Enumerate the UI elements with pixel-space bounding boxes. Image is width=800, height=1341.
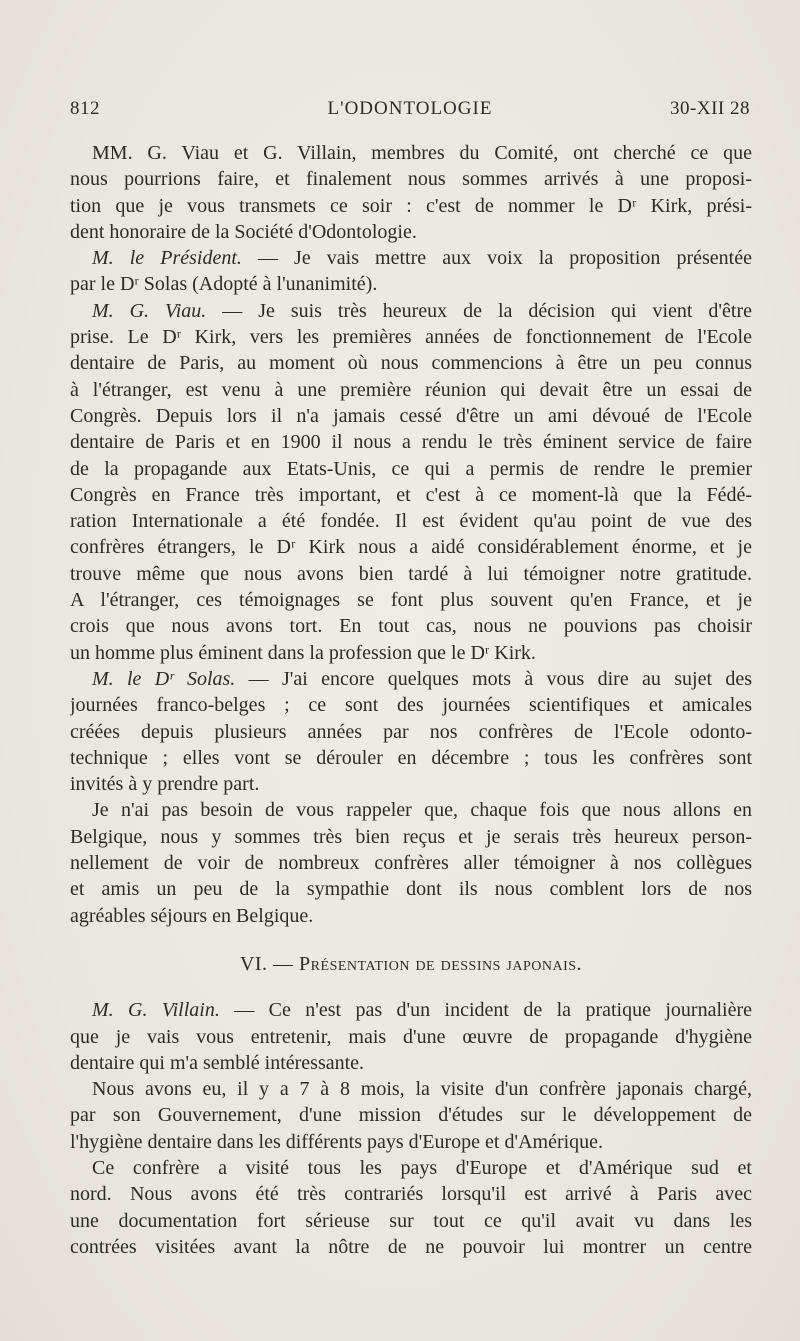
text-line: à l'étranger, est venu à une première réunion qui devait être un essai de [70, 378, 752, 401]
text-line: Ce confrère a visité tous les pays d'Europe et d'Amérique sud et [92, 1156, 752, 1179]
speaker-name: M. le Président. [92, 247, 242, 270]
text-line: dentaire qui m'a semblé intéressante. [70, 1051, 365, 1074]
speech-text: — J'ai encore quelques mots à vous dire au sujet des [235, 667, 752, 690]
text-line: nord. Nous avons été très contrariés lorsqu'il est arrivé à Paris avec [70, 1183, 752, 1206]
text-line: invités à y prendre part. [70, 773, 260, 796]
speech-text: — Je vais mettre aux voix la proposition présentée [241, 247, 752, 270]
text-line: Congrès en France très important, et c'est à ce moment-là que la Fédé- [70, 483, 752, 506]
text-line: confrères étrangers, le Dʳ Kirk nous a aidé considérablement énorme, et je [70, 536, 752, 559]
speaker-name: M. G. Villain. [92, 999, 220, 1022]
speech-text: — Je suis très heureux de la décision qui vient d'être [206, 299, 752, 322]
text-line: contrées visitées avant la nôtre de ne pouvoir lui montrer un centre [70, 1235, 752, 1258]
text-line: trouve même que nous avons bien tardé à lui témoigner notre gratitude. [70, 562, 752, 585]
text-line [70, 666, 752, 692]
text-line: prise. Le Dʳ Kirk, vers les premières années de fonctionnement de l'Ecole [70, 326, 752, 349]
page-number: 812 [70, 98, 100, 119]
text-line: un homme plus éminent dans la profession que le Dʳ Kirk. [70, 641, 536, 664]
text-line: l'hygiène dentaire dans les différents pays d'Europe et d'Amérique. [70, 1130, 604, 1153]
text-line: Congrès. Depuis lors il n'a jamais cessé d'être un ami dévoué de l'Ecole [70, 404, 752, 427]
speaker-name: M. G. Viau. [92, 299, 207, 322]
text-line: dent honoraire de la Société d'Odontologie. [70, 220, 417, 243]
text-line: que je vais vous entretenir, mais d'une œuvre de propagande d'hygiène [70, 1025, 752, 1048]
text-line: et amis un peu de la sympathie dont ils nous comblent lors de nos [70, 878, 752, 901]
speaker-name: M. le Dʳ Solas. [92, 667, 236, 690]
section-heading: VI. — Présentation de dessins japonais. [239, 952, 583, 975]
text-line: journées franco-belges ; ce sont des journées scientifiques et amicales [70, 694, 752, 717]
text-line: par le Dʳ Solas (Adopté à l'unanimité). [70, 273, 378, 296]
text-line: crois que nous avons tort. En tout cas, nous ne pouvions pas choisir [70, 615, 752, 638]
text-line: créées depuis plusieurs années par nos confrères de l'Ecole odonto- [70, 720, 752, 743]
text-line: MM. G. Viau et G. Villain, membres du Comité, ont cherché ce que [92, 142, 752, 164]
text-line: ration Internationale a été fondée. Il est évident qu'au point de vue des [70, 510, 752, 533]
text-line: dentaire de Paris et en 1900 il nous a rendu le très éminent service de faire [70, 431, 752, 454]
text-line: une documentation fort sérieuse sur tout ce qu'il avait vu dans les [70, 1209, 752, 1232]
text-line: Nous avons eu, il y a 7 à 8 mois, la visite d'un confrère japonais chargé, [92, 1078, 752, 1101]
text-line: nellement de voir de nombreux confrères aller témoigner à nos collègues [70, 852, 752, 875]
text-line: technique ; elles vont se dérouler en décembre ; tous les confrères sont [70, 746, 752, 769]
text-line [70, 997, 752, 1023]
running-head [70, 98, 750, 128]
journal-title: L'ODONTOLOGIE [327, 98, 493, 119]
text-line: agréables séjours en Belgique. [70, 904, 314, 927]
text-line: Belgique, nous y sommes très bien reçus et je serais très heureux person- [70, 825, 752, 848]
issue-date: 30-XII 28 [670, 98, 750, 119]
text-line: tion que je vous transmets ce soir : c'est de nommer le Dʳ Kirk, prési- [70, 194, 752, 217]
text-line: de la propagande aux Etats-Unis, ce qui a permis de rendre le premier [70, 457, 752, 480]
text-line: par son Gouvernement, d'une mission d'études sur le développement de [70, 1104, 752, 1127]
body-text [70, 140, 752, 1260]
text-line: nous pourrions faire, et finalement nous sommes arrivés à une proposi- [70, 168, 752, 191]
text-line [70, 245, 752, 271]
text-line: dentaire de Paris, au moment où nous commencions à être un peu connus [70, 352, 752, 375]
text-line [70, 298, 752, 324]
speech-text: — Ce n'est pas d'un incident de la pratique journalière [219, 999, 752, 1022]
text-line: A l'étranger, ces témoignages se font plus souvent qu'en France, et je [70, 589, 752, 612]
text-line: Je n'ai pas besoin de vous rappeler que, chaque fois que nous allons en [92, 799, 752, 822]
